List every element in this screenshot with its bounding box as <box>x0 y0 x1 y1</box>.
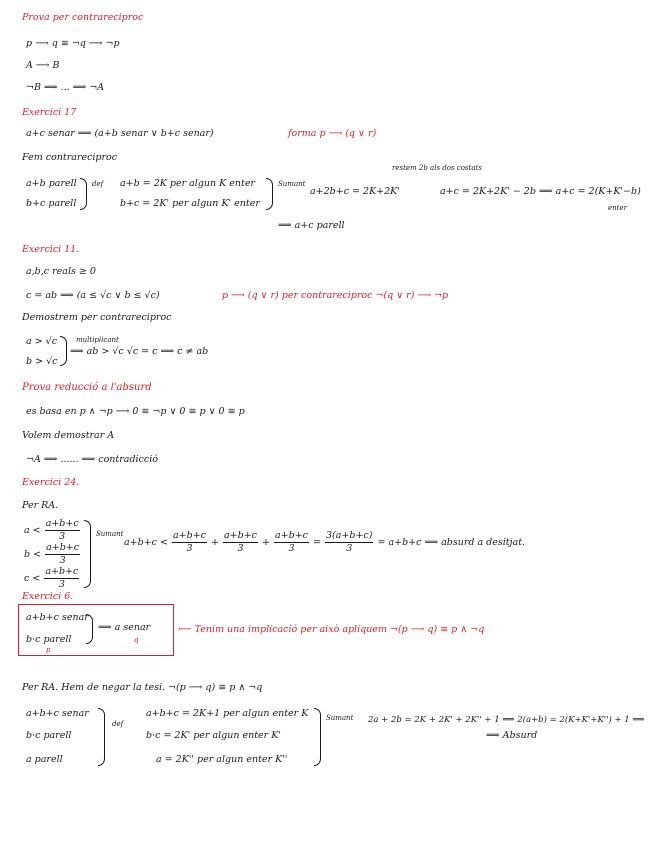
ex17-row1-def: a+b = 2K per algun K enter <box>120 178 256 189</box>
ex24-cond-b: b < $\frac{a+b+c}{3}$ <box>24 542 80 566</box>
ex24-sum-line: a+b+c < $\frac{a+b+c}{3}$ + $\frac{a+b+c}{3}$ + $\frac{a+b+c}{3}$ = $\frac{3(a+b+c)}{3}$ = a+b+c ⟹ absurd a desitjat. <box>124 530 526 554</box>
ex6-line1: a+b+c senar <box>26 612 89 623</box>
ex11-demostrem: Demostrem per contrareciproc <box>22 312 172 323</box>
ex17-statement: a+c senar ⟹ (a+b senar ∨ b+c senar) <box>26 128 214 139</box>
ex24-sumant: Sumant <box>96 530 124 538</box>
ex11-result: ⟹ ab > √c √c = c ⟹ c ≠ ab <box>70 346 209 357</box>
last-result: 2a + 2b = 2K + 2K' + 2K'' + 1 ⟹ 2(a+b) = 2(K+K'+K'') + 1 ⟹ <box>368 715 645 725</box>
ex17-result: a+c = 2K+2K' − 2b ⟹ a+c = 2(K+K'−b) <box>440 186 641 197</box>
ex17-brace-left <box>80 178 87 210</box>
ex6-title: Exercici 6. <box>22 591 74 602</box>
line-nb: ¬B ⟹ ... ⟹ ¬A <box>26 82 105 93</box>
heading-contrareciproc: Prova per contrareciproc <box>22 12 144 23</box>
ex6-p-label: p <box>46 646 51 654</box>
ex24-cond-c: c < $\frac{a+b+c}{3}$ <box>24 566 79 590</box>
ex17-conclusion: ⟹ a+c parell <box>278 220 345 231</box>
ex17-sum-eq: a+2b+c = 2K+2K' <box>310 186 400 197</box>
last-line1: a+b+c senar <box>26 708 89 719</box>
last-absurd: ⟹ Absurd <box>486 730 538 741</box>
ex17-brace-right <box>266 178 273 210</box>
ex11-line2: c = ab ⟹ (a ≤ √c ∨ b ≤ √c) <box>26 290 160 301</box>
ex6-line2: b·c parell <box>26 634 72 645</box>
ex17-row2-left: b+c parell <box>26 198 77 209</box>
ex17-note: restem 2b als dos costats <box>392 164 482 172</box>
ex17-def-label: def <box>92 180 104 188</box>
ex17-row1-left: a+b parell <box>26 178 77 189</box>
last-sumant: Sumant <box>326 714 354 722</box>
last-intro: Per RA. Hem de negar la tesi. ¬(p ⟶ q) ≡ p ∧ ¬q <box>22 682 263 693</box>
last-brace-left <box>98 708 105 766</box>
last-line2: b·c parell <box>26 730 72 741</box>
ex6-q-label: q <box>134 636 139 644</box>
ex11-multiplicant: multiplicant <box>76 336 119 344</box>
ex6-note: ⟵ Tenim una implicació per això apliquem ¬(p ⟶ q) ≡ p ∧ ¬q <box>178 624 485 635</box>
ex11-a: a > √c <box>26 336 58 347</box>
reduccio-line3: ¬A ⟹ ...... ⟹ contradicció <box>26 454 158 465</box>
ex6-brace <box>86 614 93 644</box>
ex11-brace <box>60 336 67 366</box>
ex17-forma: forma p ⟶ (q ∨ r) <box>288 128 377 139</box>
last-brace-right <box>314 708 321 766</box>
last-def2: b·c = 2K' per algun enter K' <box>146 730 281 741</box>
ex11-forma: p ⟶ (q ∨ r) per contrareciproc ¬(q ∨ r) ⟶ ¬p <box>222 290 449 301</box>
ex11-b: b > √c <box>26 356 58 367</box>
reduccio-line2: Volem demostrar A <box>22 430 115 441</box>
last-line3: a parell <box>26 754 63 765</box>
line-ab: A ⟶ B <box>26 60 60 71</box>
ex11-title: Exercici 11. <box>22 244 80 255</box>
ex17-fem: Fem contrareciproc <box>22 152 118 163</box>
ex24-title: Exercici 24. <box>22 477 80 488</box>
ex6-arrow: ⟹ a senar <box>98 622 151 633</box>
ex24-ra: Per RA. <box>22 500 59 511</box>
last-def1: a+b+c = 2K+1 per algun enter K <box>146 708 309 719</box>
last-def-label: def <box>112 720 124 728</box>
ex17-sumant: Sumant <box>278 180 306 188</box>
last-def3: a = 2K'' per algun enter K'' <box>156 754 288 765</box>
line-pq: p ⟶ q ≡ ¬q ⟶ ¬p <box>26 38 120 49</box>
ex17-title: Exercici 17 <box>22 107 77 118</box>
ex24-brace <box>84 520 91 588</box>
ex17-enter: enter <box>608 204 627 212</box>
ex11-line1: a,b,c reals ≥ 0 <box>26 266 96 277</box>
ex24-cond-a: a < $\frac{a+b+c}{3}$ <box>24 518 79 542</box>
reduccio-title: Prova reducció a l'absurd <box>22 382 152 393</box>
reduccio-line1: es basa en p ∧ ¬p ⟶ 0 ≡ ¬p ∨ 0 ≡ p ∨ 0 ≡ p <box>26 406 245 417</box>
ex17-row2-def: b+c = 2K' per algun K' enter <box>120 198 260 209</box>
